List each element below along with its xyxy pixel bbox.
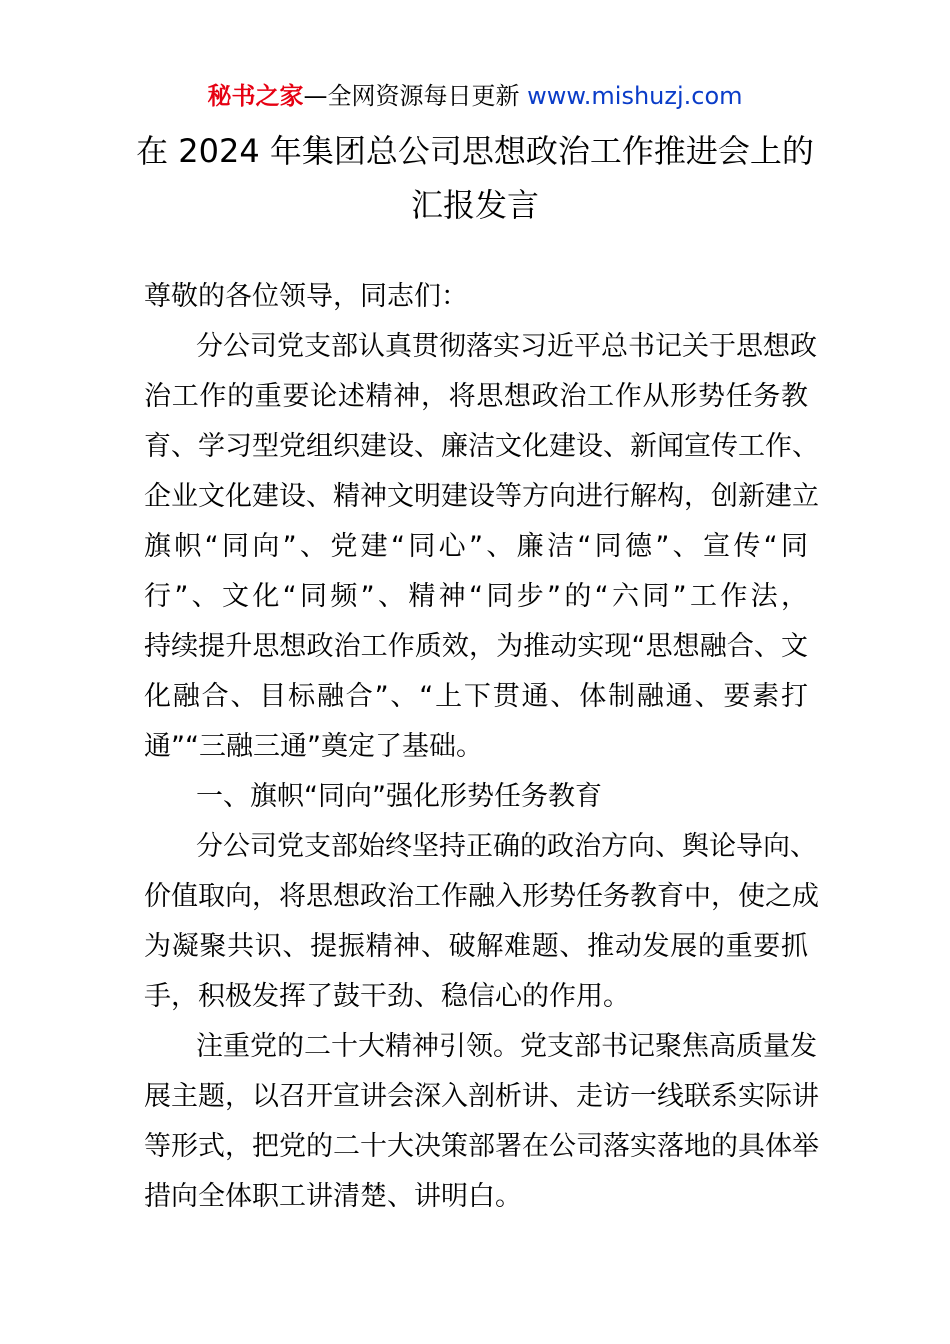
paragraph-line: 旗帜“同向”、党建“同心”、廉洁“同德”、宣传“同 <box>144 531 808 562</box>
greeting <box>144 272 808 322</box>
section-heading-1 <box>144 772 808 822</box>
paragraph-line: 分公司党支部始终坚持正确的政治方向、舆论导向、 <box>196 831 817 862</box>
paragraph-line: 分公司党支部认真贯彻落实习近平总书记关于思想政 <box>196 331 817 362</box>
paragraph-line: 展主题，以召开宣讲会深入剖析讲、走访一线联系实际讲 <box>144 1081 819 1112</box>
paragraph-line: 注重党的二十大精神引领。党支部书记聚焦高质量发 <box>196 1031 817 1062</box>
greeting-line: 尊敬的各位领导，同志们： <box>144 281 468 312</box>
paragraph-line: 手，积极发挥了鼓干劲、稳信心的作用。 <box>144 981 630 1012</box>
site-banner <box>0 80 950 112</box>
paragraph-line: 价值取向，将思想政治工作融入形势任务教育中，使之成 <box>144 881 819 912</box>
paragraph-line: 措向全体职工讲清楚、讲明白。 <box>144 1181 522 1212</box>
banner-brand: 秘书之家 <box>207 82 304 110</box>
paragraph-line: 为凝聚共识、提振精神、破解难题、推动发展的重要抓 <box>144 931 808 962</box>
document-title <box>120 124 830 232</box>
section-heading-line: 一、旗帜“同向”强化形势任务教育 <box>196 781 602 812</box>
title-line-2: 汇报发言 <box>410 186 539 224</box>
paragraph-line: 行”、文化“同频”、精神“同步”的“六同”工作法， <box>144 581 808 612</box>
paragraph-party-congress <box>144 1022 819 1222</box>
banner-tagline: —全网资源每日更新 <box>303 82 528 110</box>
paragraph-line: 治工作的重要论述精神，将思想政治工作从形势任务教 <box>144 381 808 412</box>
banner-site-url[interactable]: www.mishuzj.com <box>527 82 743 110</box>
paragraph-line: 持续提升思想政治工作质效，为推动实现“思想融合、文 <box>144 631 808 662</box>
paragraph-line: 通”“三融三通”奠定了基础。 <box>144 731 483 762</box>
paragraph-line: 化融合、目标融合”、“上下贯通、体制融通、要素打 <box>144 681 808 712</box>
paragraph-line: 企业文化建设、精神文明建设等方向进行解构，创新建立 <box>144 481 819 512</box>
paragraph-section-1 <box>144 822 819 1022</box>
title-line-1: 在 2024 年集团总公司思想政治工作推进会上的 <box>136 132 814 170</box>
paragraph-line: 等形式，把党的二十大决策部署在公司落实落地的具体举 <box>144 1131 819 1162</box>
paragraph-line: 育、学习型党组织建设、廉洁文化建设、新闻宣传工作、 <box>144 431 819 462</box>
document-body <box>144 272 819 1222</box>
paragraph-intro <box>144 322 819 772</box>
